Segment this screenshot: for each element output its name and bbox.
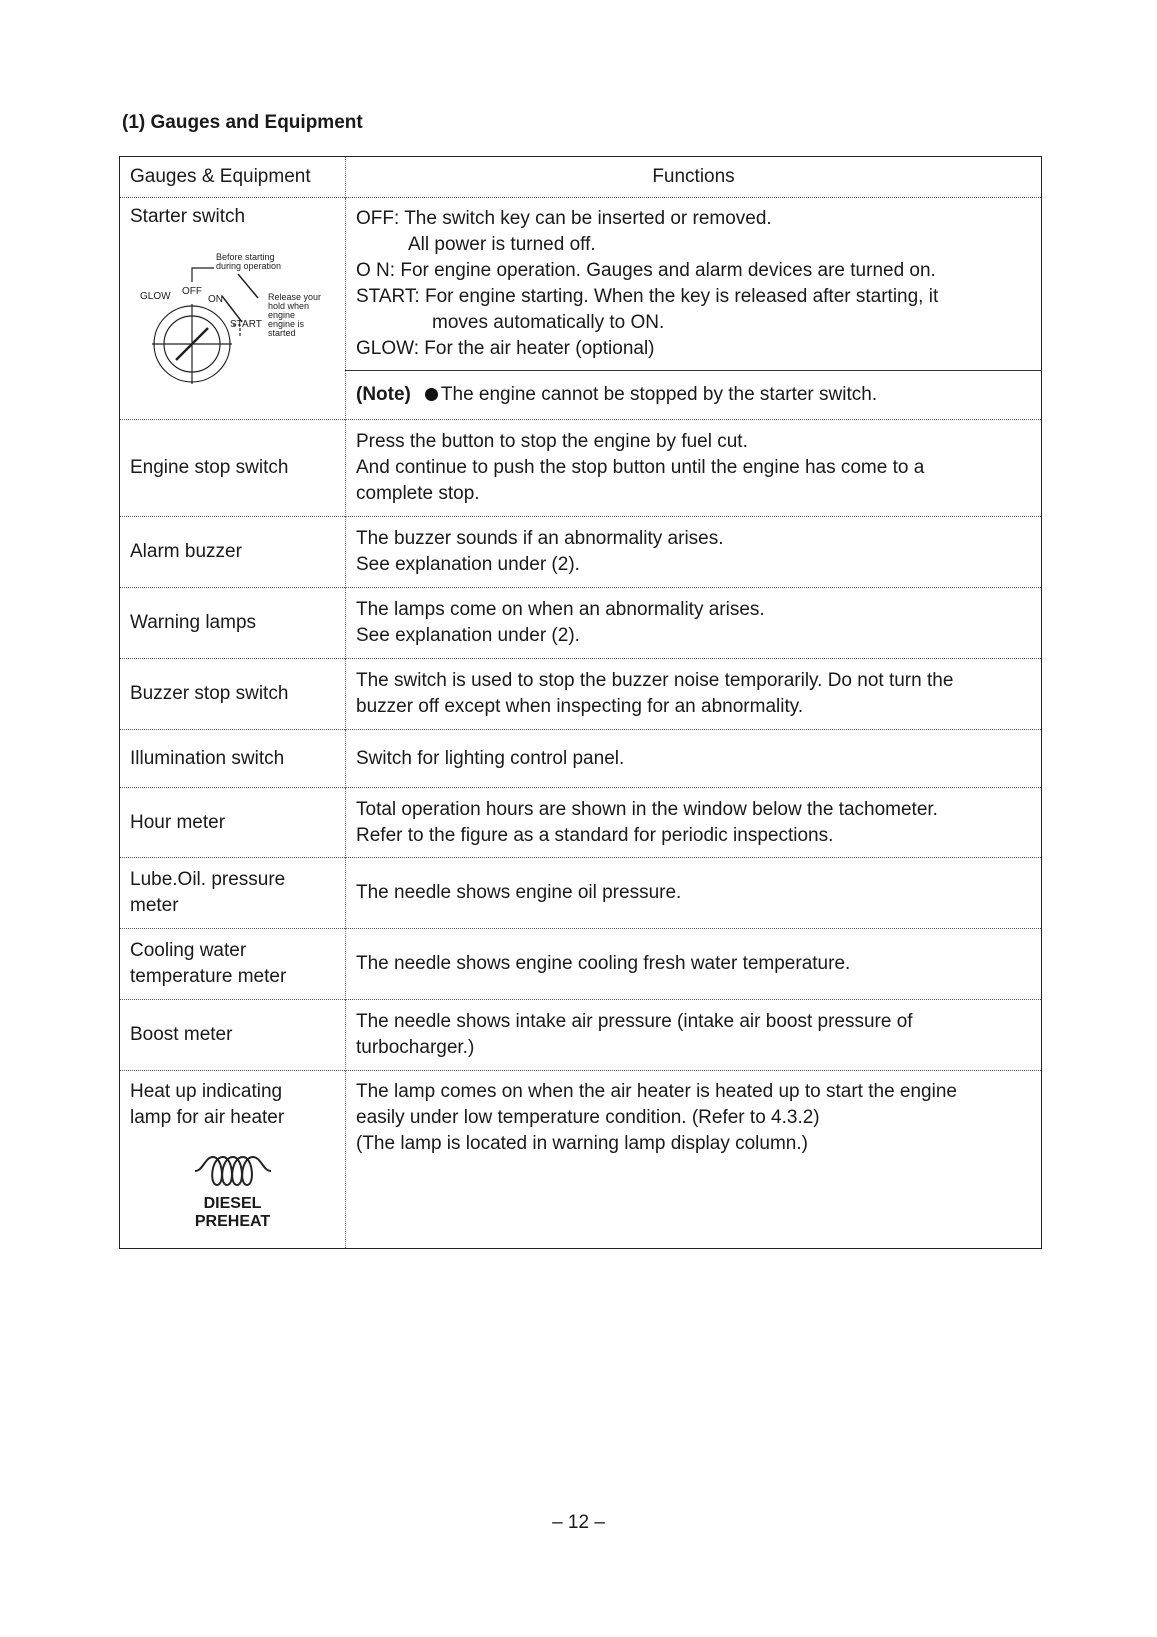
row-name: Alarm buzzer [120,517,346,588]
table-row [120,420,1042,517]
row-name: Illumination switch [120,730,346,788]
row-functions: Total operation hours are shown in the window below the tachometer. Refer to the figure as a standard for periodic inspections. [346,788,1042,858]
row-name: Buzzer stop switch [120,659,346,730]
header-gauges-equipment: Gauges & Equipment [120,157,346,198]
table-row [120,588,1042,659]
starter-start-text: START: For engine starting. When the key is released after starting, it [356,286,939,307]
row-name: Lube.Oil. pressure meter [120,858,346,929]
table-row-heat-up [120,1071,1042,1249]
starter-glow-text: GLOW: For the air heater (optional) [356,338,655,359]
table-row-starter-switch [120,198,1042,371]
starter-on-text: O N: For engine operation. Gauges and alarm devices are turned on. [356,260,936,281]
section-title: (1) Gauges and Equipment [122,112,363,133]
row-name: Engine stop switch [120,420,346,517]
starter-switch-cell [120,198,346,420]
note-label: (Note) [356,384,411,405]
starter-start-detail: moves automatically to ON. [432,312,665,333]
starter-off-text: OFF: The switch key can be inserted or removed. [356,208,772,229]
coil-icon [191,1149,275,1193]
bullet-icon [425,388,438,401]
diesel-preheat-label: DIESEL PREHEAT [194,1195,271,1230]
table-row [120,730,1042,788]
off-label: OFF [182,286,202,297]
row-name: Warning lamps [120,588,346,659]
row-functions: Press the button to stop the engine by fuel cut. And continue to push the stop button until the engine has come to a complete stop. [346,420,1042,517]
row-functions: The buzzer sounds if an abnormality arises. See explanation under (2). [346,517,1042,588]
starter-switch-functions [346,198,1042,371]
table-row [120,858,1042,929]
table-row [120,1000,1042,1071]
header-functions: Functions [346,157,1042,198]
row-functions: The lamp comes on when the air heater is heated up to start the engine easily under low temperature condition. (Refer to 4.3.2) (The lamp is located in warning lamp display column.) [346,1071,1042,1249]
row-name: Cooling water temperature meter [120,929,346,1000]
glow-label: GLOW [140,291,171,302]
table-row [120,788,1042,858]
gauges-equipment-table [119,156,1042,1249]
starter-switch-note [346,371,1042,420]
row-functions: The switch is used to stop the buzzer noise temporarily. Do not turn the buzzer off except when inspecting for an abnormality. [346,659,1042,730]
svg-text:engine is: engine is [268,319,305,329]
row-name: Heat up indicating lamp for air heater DIESEL PREHEAT [120,1071,346,1249]
starter-switch-label: Starter switch [130,206,246,227]
before-starting-label: Before starting [216,252,275,262]
note-text: The engine cannot be stopped by the starter switch. [440,384,878,405]
row-name: Hour meter [120,788,346,858]
row-functions: The needle shows engine oil pressure. [346,858,1042,929]
starter-off-detail: All power is turned off. [408,234,596,255]
row-functions: Switch for lighting control panel. [346,730,1042,788]
svg-text:engine: engine [268,310,296,320]
starter-switch-diagram [130,234,330,384]
table-row [120,929,1042,1000]
row-name: Boost meter [120,1000,346,1071]
row-functions: The needle shows engine cooling fresh water temperature. [346,929,1042,1000]
release-label: Release your [268,292,322,302]
svg-text:during operation: during operation [216,261,282,271]
page-number: – 12 – [552,1512,605,1533]
table-header-row [120,157,1042,198]
on-label: ON [208,294,223,305]
svg-text:hold when: hold when [268,301,310,311]
table-row [120,659,1042,730]
table-row [120,517,1042,588]
svg-text:started: started [268,328,296,338]
row-functions: The needle shows intake air pressure (intake air boost pressure of turbocharger.) [346,1000,1042,1071]
row-functions: The lamps come on when an abnormality arises. See explanation under (2). [346,588,1042,659]
start-label: START [230,319,262,330]
